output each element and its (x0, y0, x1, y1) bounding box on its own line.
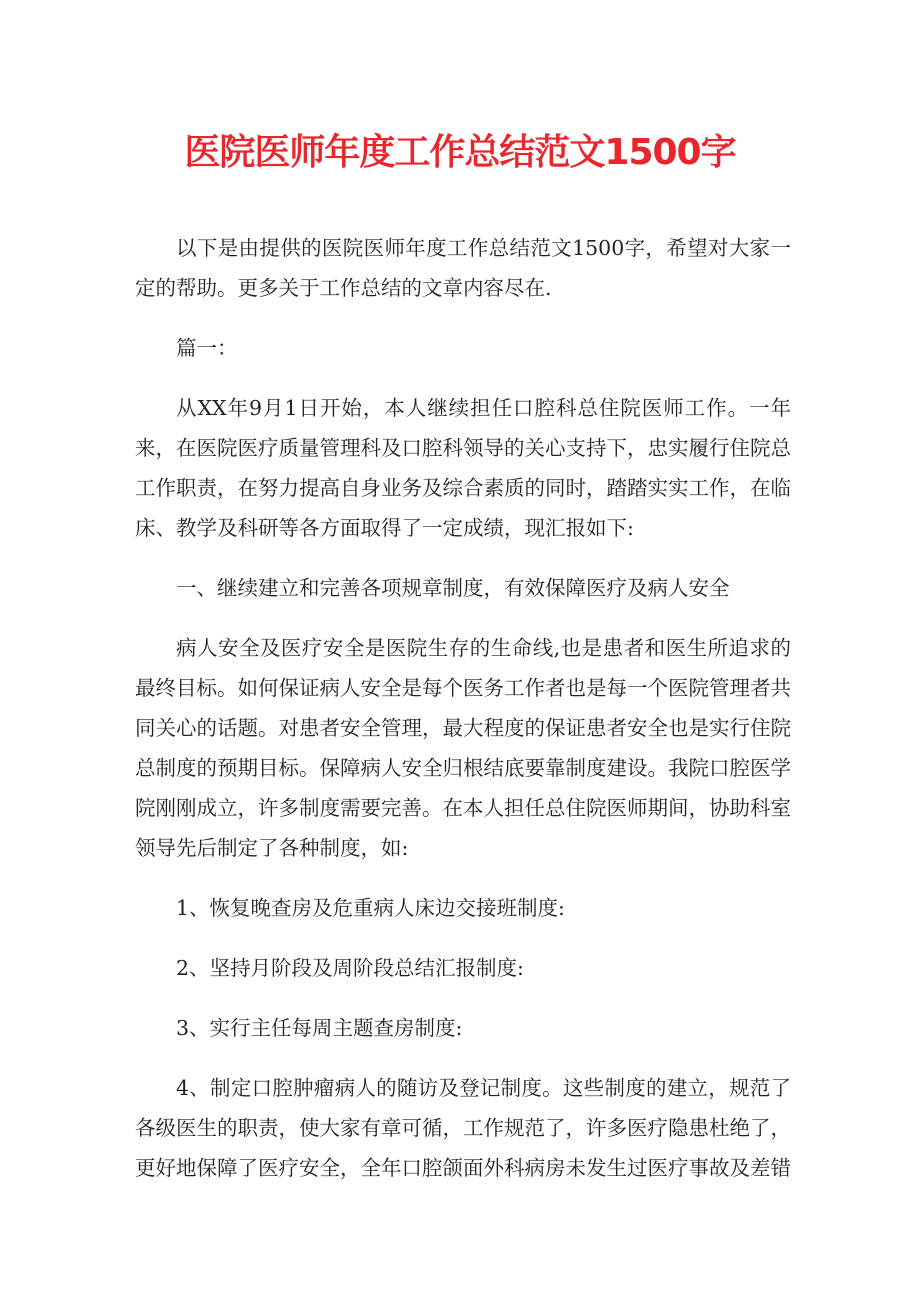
list-item-3: 3、实行主任每周主题查房制度: (176, 1016, 463, 1040)
paragraph-intro: 以下是由提供的医院医师年度工作总结范文1500字，希望对大家一定的帮助。更多关于工作总结的文章内容尽在. (135, 236, 791, 300)
list-item-4: 4、制定口腔肿瘤病人的随访及登记制度。这些制度的建立，规范了各级医生的职责，使大家有章可循，工作规范了，许多医疗隐患杜绝了，更好地保障了医疗安全，全年口腔颌面外科病房未发生过医疗事故及差错 (135, 1076, 791, 1180)
paragraph-safety: 病人安全及医疗安全是医院生存的生命线,也是患者和医生所追求的最终目标。如何保证病人安全是每个医务工作者也是每一个医院管理者共同关心的话题。对患者安全管理，最大程度的保证患者安全也是实行住院总制度的预期目标。保障病人安全归根结底要靠制度建设。我院口腔医学院刚刚成立，许多制度需要完善。在本人担任总住院医师期间，协助科室领导先后制定了各种制度，如: (135, 636, 791, 860)
document-title: 医院医师年度工作总结范文1500字 (184, 132, 736, 173)
list-item-1: 1、恢复晚查房及危重病人床边交接班制度: (176, 896, 565, 920)
section-heading-1: 一、继续建立和完善各项规章制度，有效保障医疗及病人安全 (176, 576, 730, 600)
document-body (135, 228, 791, 1188)
paragraph-opening: 从XX年9月1日开始，本人继续担任口腔科总住院医师工作。一年来，在医院医疗质量管理科及口腔科领导的关心支持下，忠实履行住院总工作职责，在努力提高自身业务及综合素质的同时，踏踏实实工作，在临床、教学及科研等各方面取得了一定成绩，现汇报如下: (135, 396, 791, 540)
list-item-2: 2、坚持月阶段及周阶段总结汇报制度: (176, 956, 524, 980)
paragraph-part-heading: 篇一： (176, 336, 238, 360)
